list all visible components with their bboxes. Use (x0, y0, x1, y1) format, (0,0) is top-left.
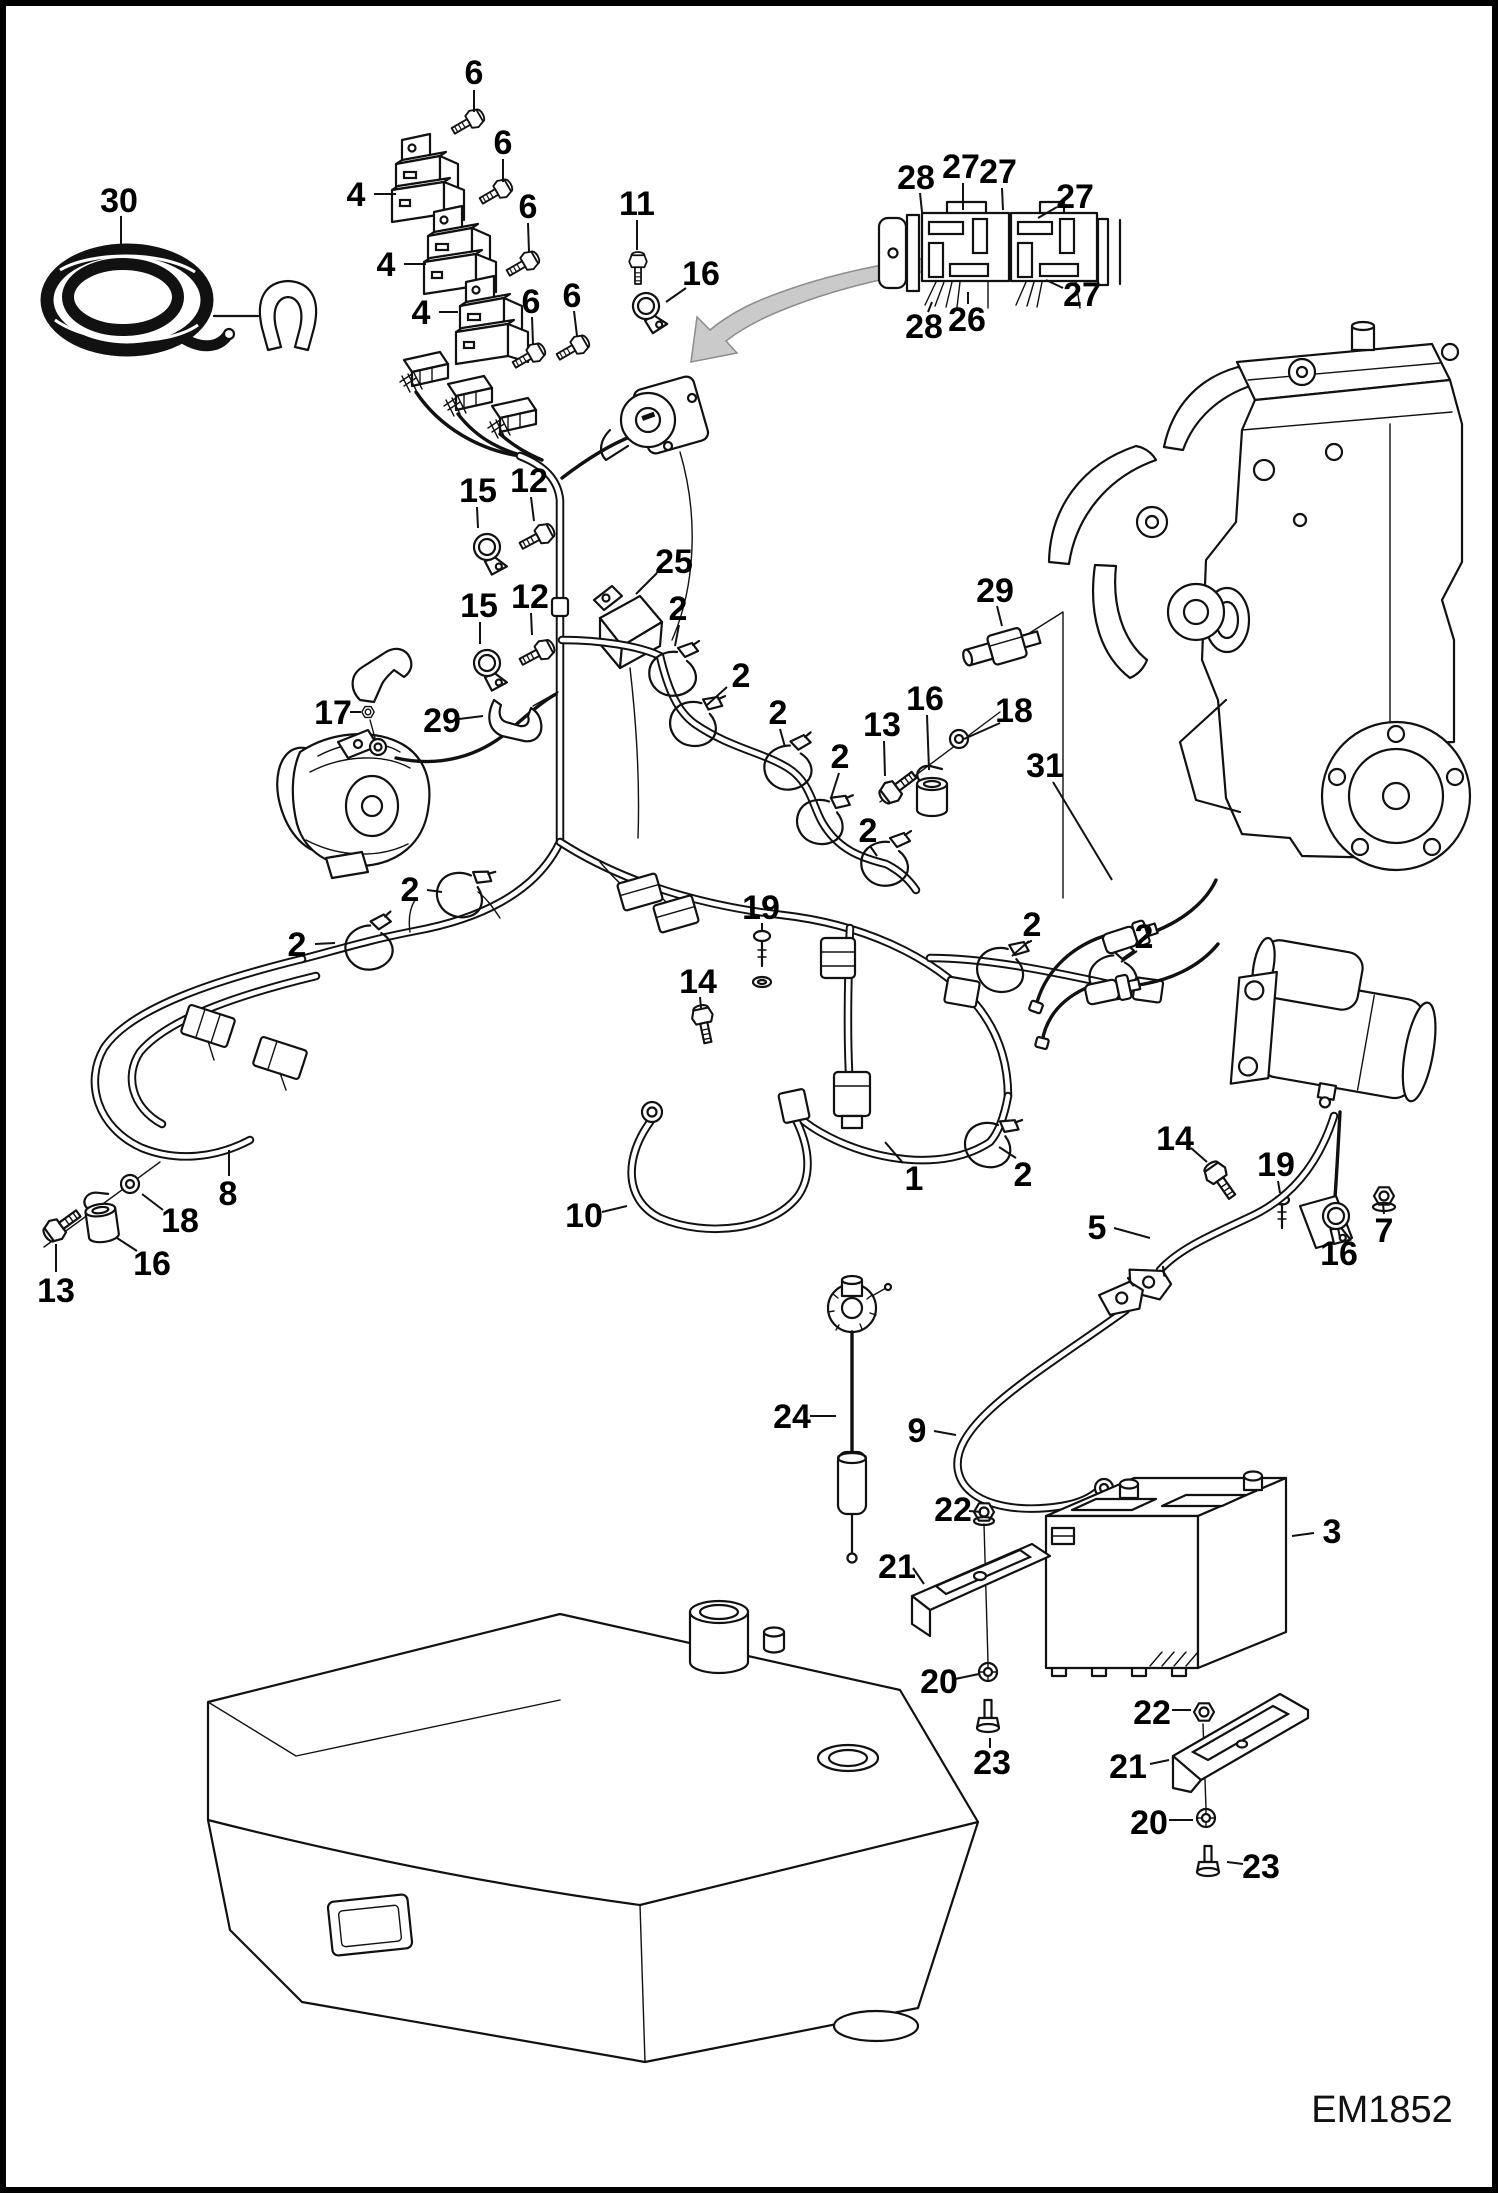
alternator (265, 649, 556, 878)
callout-18: 18 (995, 692, 1033, 730)
callout-10: 10 (565, 1197, 603, 1235)
callout-27: 27 (1056, 178, 1094, 216)
callout-leader-15-18 (477, 507, 478, 528)
callout-leader-2-26 (831, 773, 839, 798)
callout-6: 6 (521, 283, 541, 321)
callout-11: 11 (619, 185, 655, 223)
callout-20: 20 (1130, 1804, 1168, 1842)
callout-28: 28 (905, 308, 943, 346)
callout-2: 2 (287, 926, 307, 964)
callout-27: 27 (1063, 276, 1101, 314)
callout-leader-31-34 (1053, 782, 1112, 880)
callout-15: 15 (459, 472, 497, 510)
callout-leader-16-32 (927, 715, 929, 770)
battery-post (1244, 1472, 1262, 1491)
callout-12: 12 (511, 578, 549, 616)
callout-leader-23-63 (1227, 1862, 1243, 1864)
bolt-23 (1197, 1846, 1219, 1876)
callout-18: 18 (161, 1202, 199, 1240)
fuel-sender (828, 1276, 891, 1563)
callout-leader-12-21 (531, 613, 532, 635)
battery-post (1120, 1480, 1138, 1499)
figure-code: EM1852 (1311, 2089, 1453, 2131)
callout-2: 2 (1022, 906, 1042, 944)
callout-2: 2 (1134, 918, 1154, 956)
callout-17: 17 (314, 694, 352, 732)
callout-12: 12 (510, 462, 548, 500)
fuel-tank (208, 1601, 978, 2062)
callout-9: 9 (907, 1412, 927, 1450)
callout-leader-27-13 (1002, 188, 1003, 210)
callout-27: 27 (942, 148, 980, 186)
callout-4: 4 (346, 176, 366, 214)
callout-16: 16 (1320, 1235, 1358, 1273)
wire-loom (47, 250, 258, 350)
callout-2: 2 (668, 590, 688, 628)
callout-leader-18-45 (142, 1194, 163, 1210)
callout-2: 2 (830, 738, 850, 776)
callout-leader-9-54 (934, 1431, 956, 1435)
callout-16: 16 (682, 255, 720, 293)
flasher-relay (594, 586, 662, 838)
callout-leader-20-58 (955, 1674, 979, 1679)
callout-4: 4 (411, 294, 431, 332)
callout-leader-5-52 (1114, 1228, 1150, 1238)
callout-29: 29 (976, 572, 1014, 610)
relay-sockets (400, 352, 542, 460)
callout-leader-2-36 (315, 943, 335, 944)
callout-6: 6 (464, 54, 484, 92)
callout-14: 14 (1156, 1120, 1194, 1158)
callout-13: 13 (37, 1272, 75, 1310)
callout-leader-29-28 (459, 716, 483, 719)
callout-leader-10-43 (602, 1206, 627, 1212)
callout-22: 22 (934, 1491, 972, 1529)
cable-clip (260, 281, 316, 350)
callout-31: 31 (1026, 747, 1064, 785)
callout-16: 16 (133, 1245, 171, 1283)
clamp-group-bottom-left (39, 1162, 160, 1247)
callout-29: 29 (423, 702, 461, 740)
callout-1: 1 (904, 1160, 924, 1198)
ignition-switch (601, 375, 710, 460)
callout-2: 2 (1013, 1156, 1033, 1194)
bolt-14-mid (690, 1003, 718, 1045)
callout-2: 2 (858, 812, 878, 850)
engine-illustration (1049, 322, 1470, 870)
callout-5: 5 (1087, 1209, 1107, 1247)
callout-14: 14 (679, 963, 717, 1001)
callout-25: 25 (655, 543, 693, 581)
battery-cable-negative (958, 1276, 1146, 1508)
callout-leader-6-4 (532, 317, 533, 344)
callout-2: 2 (768, 694, 788, 732)
callout-20: 20 (920, 1663, 958, 1701)
callout-leader-6-3 (528, 223, 529, 252)
callout-leader-2-35 (427, 890, 442, 892)
callout-21: 21 (1109, 1748, 1147, 1786)
screw-19-mid (753, 931, 771, 987)
callout-23: 23 (1242, 1848, 1280, 1886)
callout-leader-13-31 (884, 741, 885, 776)
callout-13: 13 (863, 706, 901, 744)
callout-24: 24 (773, 1398, 811, 1436)
callout-4: 4 (376, 246, 396, 284)
callout-19: 19 (742, 889, 780, 927)
callout-8: 8 (218, 1175, 238, 1213)
callout-23: 23 (973, 1744, 1011, 1782)
callout-3: 3 (1322, 1513, 1342, 1551)
callout-6: 6 (518, 188, 538, 226)
callout-21: 21 (878, 1548, 916, 1586)
callout-leader-21-61 (1150, 1760, 1169, 1764)
battery-bracket-rear (1173, 1694, 1308, 1876)
starter-motor (1200, 934, 1448, 1248)
callout-26: 26 (948, 301, 986, 339)
callout-30: 30 (100, 182, 138, 220)
screw-11 (629, 252, 647, 284)
callout-leader-25-22 (636, 573, 657, 594)
callout-15: 15 (460, 587, 498, 625)
callout-28: 28 (897, 159, 935, 197)
callout-27: 27 (979, 153, 1017, 191)
bolt-23 (977, 1700, 999, 1732)
clamp-16-top (631, 290, 669, 336)
ground-cable (632, 1089, 810, 1229)
callout-16: 16 (906, 680, 944, 718)
battery (1046, 1472, 1286, 1677)
wire-harness (95, 452, 1164, 1160)
callout-6: 6 (562, 277, 582, 315)
callout-2: 2 (731, 657, 751, 695)
callout-2: 2 (400, 871, 420, 909)
callout-7: 7 (1374, 1212, 1394, 1250)
glow-plug-connectors (1029, 880, 1218, 1049)
callout-leader-12-19 (531, 497, 534, 521)
callout-19: 19 (1257, 1146, 1295, 1184)
callout-22: 22 (1133, 1694, 1171, 1732)
callout-6: 6 (493, 124, 513, 162)
callout-leader-3-56 (1292, 1533, 1314, 1536)
